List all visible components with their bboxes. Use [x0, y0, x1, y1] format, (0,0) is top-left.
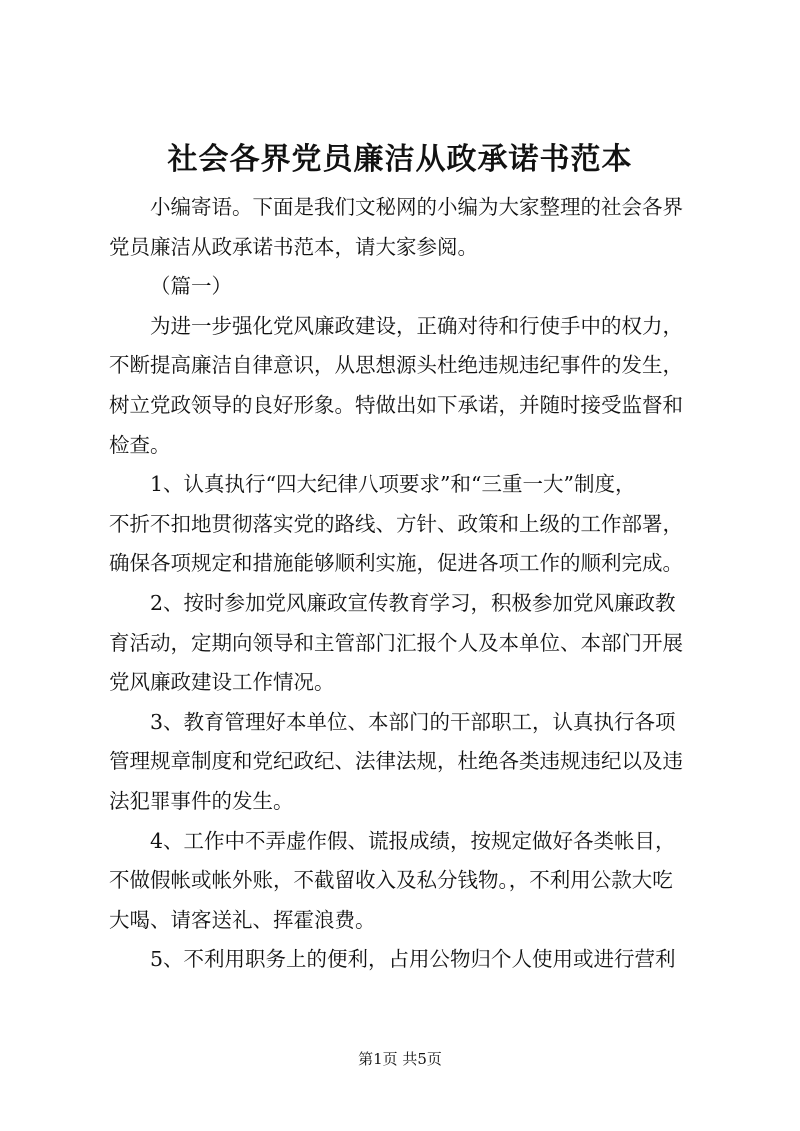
section-label: [109, 267, 713, 307]
text-line: 不做假帐或帐外账，不截留收入及私分钱物。，不利用公款大吃: [109, 868, 673, 893]
text-line: 党风廉政建设工作情况。: [109, 670, 335, 695]
text-line: 小编寄语。下面是我们文秘网的小编为大家整理的社会各界: [150, 195, 683, 219]
text-line: 法犯罪事件的发生。: [109, 788, 294, 813]
document-body: [109, 188, 713, 980]
text-line: 检查。: [109, 432, 171, 457]
text-line: 4、工作中不弄虚作假、谎报成绩，按规定做好各类帐目，: [150, 828, 676, 853]
pledge-item-3: [109, 703, 713, 822]
intro-paragraph: [109, 188, 713, 267]
text-line: 2、按时参加党风廉政宣传教育学习，积极参加党风廉政教: [150, 590, 676, 615]
text-line: 大喝、请客送礼、挥霍浪费。: [109, 907, 376, 932]
pledge-item-1: [109, 465, 713, 584]
text-line: 3、教育管理好本单位、本部门的干部职工，认真执行各项: [150, 709, 676, 734]
text-line: 管理规章制度和党纪政纪、法律法规，杜绝各类违规违纪以及违: [109, 749, 683, 774]
text-line: 5、不利用职务上的便利，占用公物归个人使用或进行营利: [150, 947, 676, 972]
text-line: 1、认真执行“四大纪律八项要求”和“三重一大”制度，: [150, 472, 636, 497]
opening-paragraph: [109, 307, 713, 465]
text-line: （篇一）: [150, 274, 232, 299]
text-line: 为进一步强化党风廉政建设，正确对待和行使手中的权力，: [150, 313, 683, 338]
text-line: 树立党政领导的良好形象。特做出如下承诺，并随时接受监督和: [109, 392, 683, 417]
pledge-item-5: [109, 940, 713, 980]
text-line: 不断提高廉洁自律意识，从思想源头杜绝违规违纪事件的发生，: [109, 353, 683, 378]
text-line: 不折不扣地贯彻落实党的路线、方针、政策和上级的工作部署，: [109, 511, 683, 536]
text-line: 育活动，定期向领导和主管部门汇报个人及本单位、本部门开展: [109, 630, 683, 655]
page-footer: 第1页 共5页: [358, 1050, 442, 1068]
text-line: 确保各项规定和措施能够顺利实施，促进各项工作的顺利完成。: [109, 551, 683, 576]
pledge-item-4: [109, 822, 713, 941]
text-line: 党员廉洁从政承诺书范本，请大家参阅。: [109, 234, 478, 259]
pledge-item-2: [109, 584, 713, 703]
document-title: 社会各界党员廉洁从政承诺书范本: [167, 142, 633, 177]
